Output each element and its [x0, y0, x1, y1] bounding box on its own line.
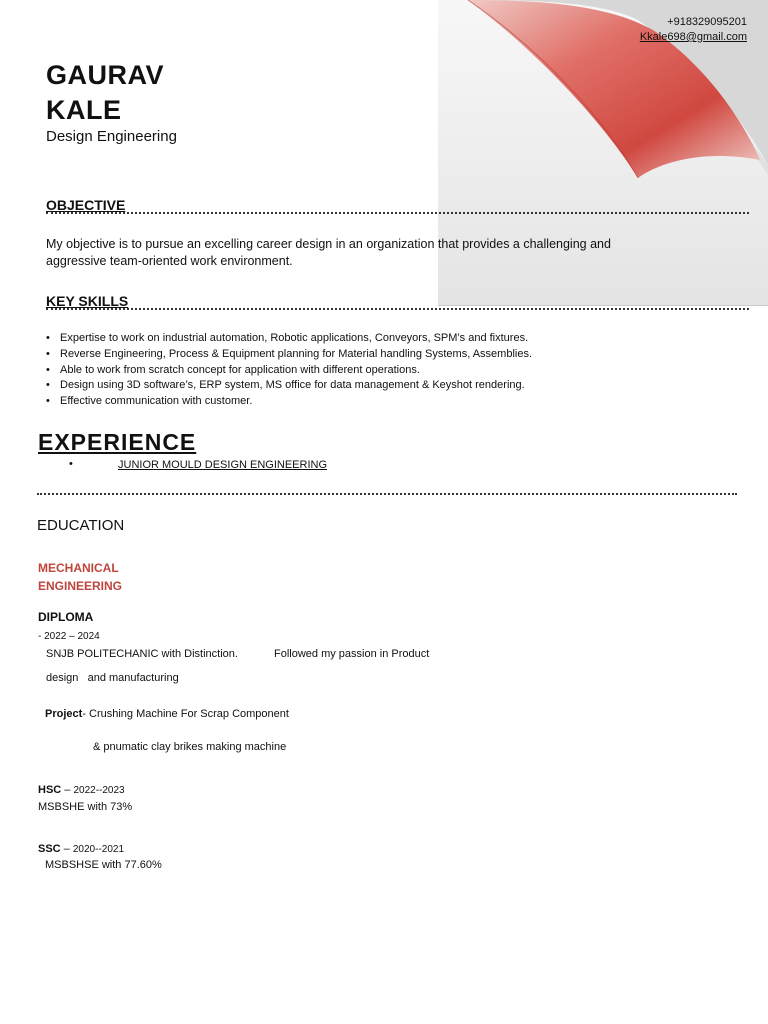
ssc-separator: –	[60, 843, 73, 855]
ssc-line	[38, 843, 124, 855]
hsc-separator: –	[61, 784, 74, 796]
objective-heading: OBJECTIVE	[46, 197, 126, 213]
key-skills-heading: KEY SKILLS	[46, 293, 129, 309]
contact-phone: +918329095201	[667, 16, 747, 28]
education-field	[38, 559, 122, 595]
diploma-note-continued: design and manufacturing	[46, 672, 179, 684]
education-field-line1: MECHANICAL	[38, 561, 119, 575]
bullet-icon: •	[69, 458, 73, 470]
contact-email[interactable]: Kkale698@gmail.com	[639, 31, 747, 43]
list-item	[46, 331, 532, 347]
bullet-icon: •	[46, 332, 50, 344]
skill-text: Expertise to work on industrial automation, Robotic applications, Conveyors, SPM’s and fixtures.	[60, 332, 529, 344]
bullet-icon: •	[46, 379, 50, 392]
hsc-line	[38, 784, 125, 796]
list-item	[46, 394, 532, 410]
candidate-name	[46, 58, 164, 128]
skill-text: Effective communication with customer.	[60, 395, 253, 408]
skill-text: Able to work from scratch concept for application with different operations.	[60, 363, 420, 376]
skills-list	[46, 331, 532, 410]
candidate-role: Design Engineering	[46, 128, 177, 145]
diploma-years: - 2022 – 2024	[38, 631, 100, 642]
ssc-board: MSBSHSE with 77.60%	[45, 859, 162, 871]
skill-text: Design using 3D software’s, ERP system, MS office for data management & Keyshot rendering.	[60, 379, 525, 392]
last-name: KALE	[46, 95, 122, 125]
hsc-label: HSC	[38, 784, 62, 796]
diploma-title: DIPLOMA	[38, 610, 94, 624]
list-item	[46, 347, 532, 363]
list-item	[46, 363, 532, 379]
diploma-note: Followed my passion in Product	[274, 648, 430, 660]
section-divider	[37, 493, 737, 495]
bullet-icon: •	[46, 395, 50, 408]
education-field-line2: ENGINEERING	[38, 579, 123, 593]
project-text-continued: & pnumatic clay brikes making machine	[93, 741, 287, 753]
ssc-years: 2020--2021	[72, 844, 125, 855]
skill-text: Reverse Engineering, Process & Equipment planning for Material handling Systems, Assemblies.	[60, 347, 533, 360]
education-heading: EDUCATION	[37, 517, 125, 534]
experience-item: JUNIOR MOULD DESIGN ENGINEERING	[118, 459, 328, 471]
hsc-board: MSBSHE with 73%	[38, 801, 133, 813]
bullet-icon: •	[46, 363, 50, 376]
section-divider	[46, 212, 749, 214]
project-label: Project	[45, 708, 83, 720]
project-text: - Crushing Machine For Scrap Component	[82, 708, 289, 720]
list-item	[46, 378, 532, 394]
diploma-project	[45, 708, 289, 720]
ssc-label: SSC	[38, 843, 61, 855]
hsc-years: 2022--2023	[73, 785, 125, 796]
experience-heading: EXPERIENCE	[38, 429, 197, 455]
diploma-institute: SNJB POLITECHANIC with Distinction.	[46, 648, 238, 660]
bullet-icon: •	[46, 347, 50, 360]
first-name: GAURAV	[46, 60, 165, 90]
objective-text: My objective is to pursue an excelling career design in an organization that provides a challenging and aggressive team-oriented work environment.	[46, 237, 611, 268]
section-divider	[46, 308, 749, 310]
